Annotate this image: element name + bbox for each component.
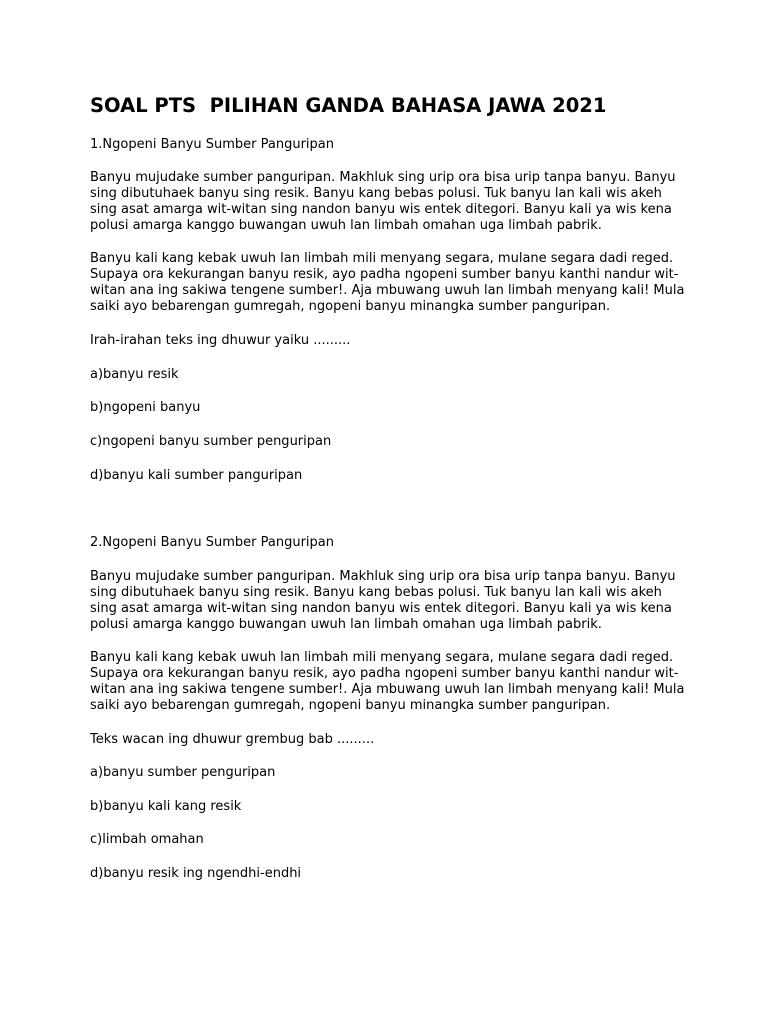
question-1-option-d: d)banyu kali sumber panguripan: [90, 468, 303, 483]
question-1-option-c: c)ngopeni banyu sumber penguripan: [90, 434, 332, 449]
paragraph-line: polusi amarga kanggo buwangan uwuh lan limbah omahan uga limbah pabrik.: [90, 218, 602, 233]
paragraph-line: sing dibutuhaek banyu sing resik. Banyu kang bebas polusi. Tuk banyu lan kali wis akeh: [90, 585, 662, 600]
question-2-paragraph-1: [90, 569, 680, 633]
question-1-paragraph-1: [90, 170, 680, 234]
paragraph-line: Banyu mujudake sumber panguripan. Makhluk sing urip ora bisa urip tanpa banyu. Banyu: [90, 170, 676, 185]
paragraph-line: Supaya ora kekurangan banyu resik, ayo padha ngopeni sumber banyu kanthi nandur wit-: [90, 666, 679, 681]
paragraph-line: sing asat amarga wit-witan sing nandon banyu wis entek ditegori. Banyu kali ya wis kena: [90, 601, 672, 616]
question-2-paragraph-2: [90, 650, 685, 714]
question-1-option-b: b)ngopeni banyu: [90, 400, 201, 415]
question-2-heading: 2.Ngopeni Banyu Sumber Panguripan: [90, 535, 335, 550]
question-2-option-b: b)banyu kali kang resik: [90, 799, 242, 814]
paragraph-line: saiki ayo bebarengan gumregah, ngopeni banyu minangka sumber panguripan.: [90, 299, 611, 314]
paragraph-line: witan ana ing sakiwa tengene sumber!. Aja mbuwang uwuh lan limbah menyang kali! Mula: [90, 283, 685, 298]
paragraph-line: Banyu mujudake sumber panguripan. Makhluk sing urip ora bisa urip tanpa banyu. Banyu: [90, 569, 676, 584]
question-2-prompt: Teks wacan ing dhuwur grembug bab .........: [90, 732, 375, 747]
question-2-option-a: a)banyu sumber penguripan: [90, 765, 276, 780]
paragraph-line: saiki ayo bebarengan gumregah, ngopeni banyu minangka sumber panguripan.: [90, 698, 611, 713]
paragraph-line: Supaya ora kekurangan banyu resik, ayo padha ngopeni sumber banyu kanthi nandur wit-: [90, 267, 679, 282]
question-2-option-d: d)banyu resik ing ngendhi-endhi: [90, 866, 302, 881]
question-1-option-a: a)banyu resik: [90, 367, 179, 382]
paragraph-line: Banyu kali kang kebak uwuh lan limbah mili menyang segara, mulane segara dadi reged.: [90, 251, 674, 266]
question-1-heading: 1.Ngopeni Banyu Sumber Panguripan: [90, 137, 335, 152]
paragraph-line: sing dibutuhaek banyu sing resik. Banyu kang bebas polusi. Tuk banyu lan kali wis akeh: [90, 186, 662, 201]
question-2-option-c: c)limbah omahan: [90, 832, 204, 847]
question-1-paragraph-2: [90, 251, 685, 315]
paragraph-line: polusi amarga kanggo buwangan uwuh lan limbah omahan uga limbah pabrik.: [90, 617, 602, 632]
document-title: SOAL PTS PILIHAN GANDA BAHASA JAWA 2021: [90, 94, 607, 117]
question-1-prompt: Irah-irahan teks ing dhuwur yaiku .........: [90, 333, 351, 348]
paragraph-line: witan ana ing sakiwa tengene sumber!. Aja mbuwang uwuh lan limbah menyang kali! Mula: [90, 682, 685, 697]
paragraph-line: sing asat amarga wit-witan sing nandon banyu wis entek ditegori. Banyu kali ya wis kena: [90, 202, 672, 217]
paragraph-line: Banyu kali kang kebak uwuh lan limbah mili menyang segara, mulane segara dadi reged.: [90, 650, 674, 665]
